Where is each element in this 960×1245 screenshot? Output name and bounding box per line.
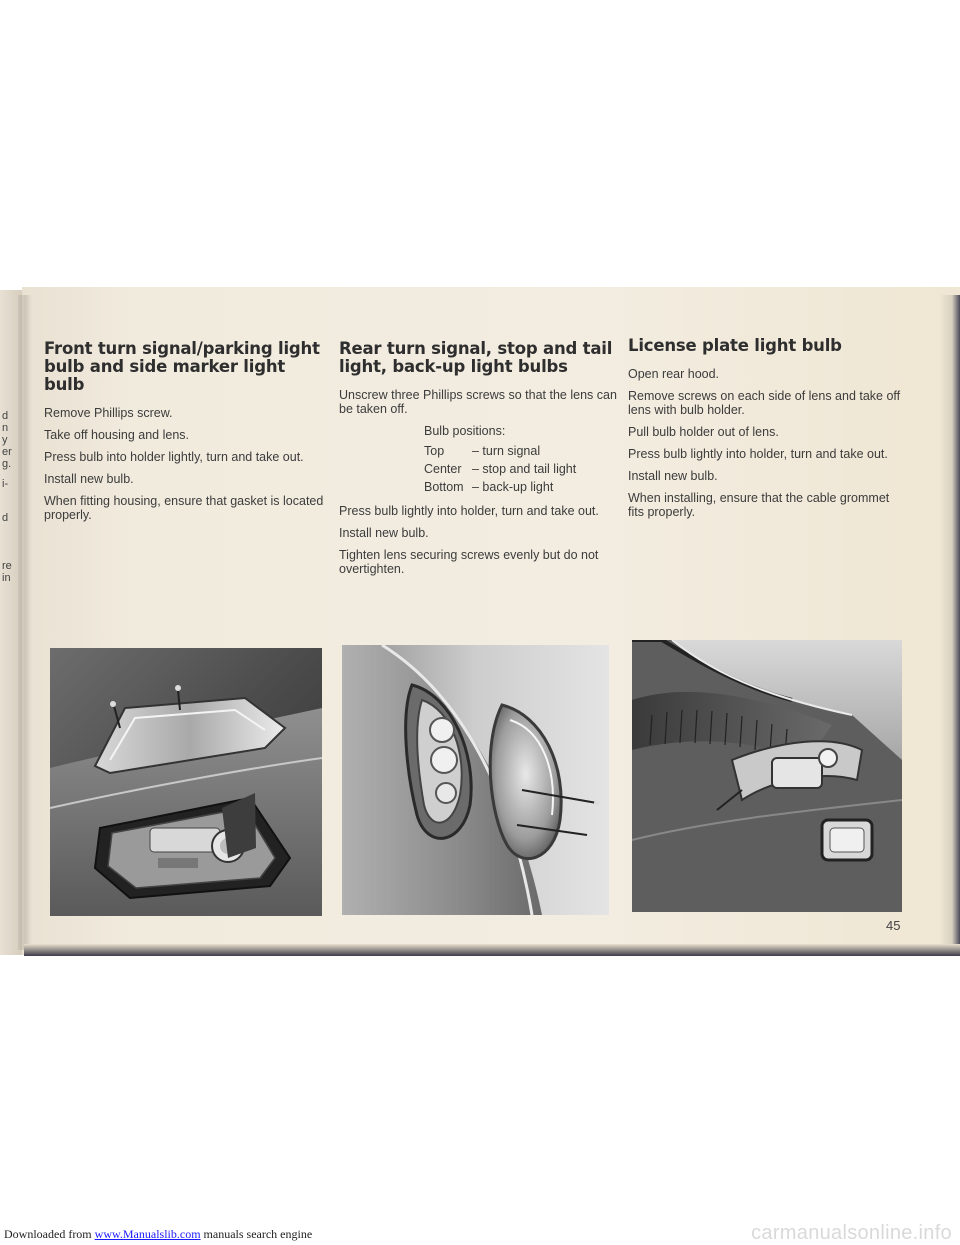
instruction-step: Install new bulb. [628,469,718,483]
bulb-position-key: Bottom [424,480,464,494]
bulb-positions-title: Bulb positions: [424,424,506,438]
footer-prefix: Downloaded from [4,1227,92,1241]
instruction-step: Press bulb into holder lightly, turn and take out. [44,450,304,464]
instruction-step: Remove screws on each side of lens and take off lens with bulb holder. [628,389,901,417]
instruction-step: Remove Phillips screw. [44,406,173,420]
instruction-step: Pull bulb holder out of lens. [628,425,779,439]
bottom-page-edge [24,944,960,956]
download-footer [4,1227,312,1242]
instruction-step: Open rear hood. [628,367,720,381]
footer-suffix: manuals search engine [203,1227,313,1241]
license-plate-section [628,337,908,527]
instruction-step: Install new bulb. [339,526,429,540]
instruction-step: When installing, ensure that the cable grommet fits properly. [628,491,890,519]
bulb-position-key: Top [424,444,445,458]
rear-light-photo [342,645,609,915]
bulb-position-row [339,478,619,496]
page-number: 45 [886,918,901,933]
instruction-step: When fitting housing, ensure that gasket is located properly. [44,494,324,522]
watermark-text: carmanualsonline.info [751,1222,952,1244]
front-turn-signal-section [44,340,324,530]
instruction-step: Install new bulb. [44,472,134,486]
bulb-position-value: – back-up light [472,480,554,494]
front-signal-photo [50,648,322,916]
instruction-step: Press bulb lightly into holder, turn and take out. [339,504,599,518]
left-page-edge-text: d n y er g. i- d re in [2,410,12,584]
instruction-step: Tighten lens securing screws evenly but do not overtighten. [339,548,599,576]
bulb-position-key: Center [424,462,462,476]
right-page-edge [940,295,960,955]
bulb-position-value: – turn signal [472,444,541,458]
section-heading: Front turn signal/parking light bulb and side marker light bulb [44,339,320,394]
instruction-step: Press bulb lightly into holder, turn and take out. [628,447,888,461]
binding-shadow [18,295,32,950]
instruction-step: Unscrew three Phillips screws so that the lens can be taken off. [339,388,617,416]
section-heading: Rear turn signal, stop and tail light, back-up light bulbs [339,339,613,376]
manualslib-link[interactable]: www.Manualslib.com [94,1227,201,1241]
rear-lights-section [339,340,619,584]
bulb-position-row [339,460,619,478]
bulb-position-row [339,442,619,460]
instruction-step: Take off housing and lens. [44,428,190,442]
section-heading: License plate light bulb [628,336,842,355]
bulb-position-value: – stop and tail light [472,462,577,476]
license-plate-light-photo [632,640,902,912]
